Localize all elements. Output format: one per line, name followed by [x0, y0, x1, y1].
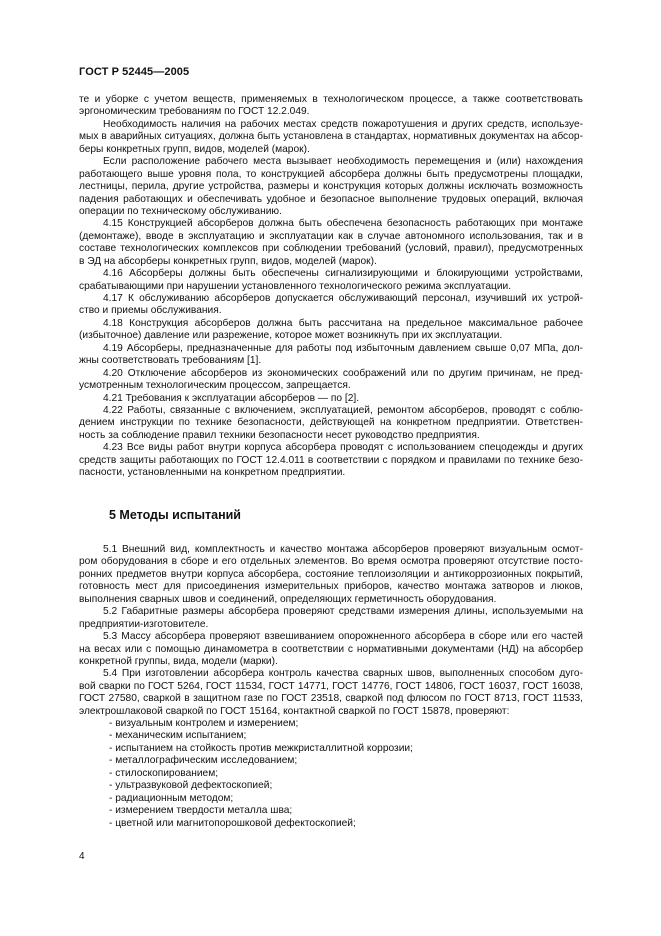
text-line: на весах или с помощью динамометра в соответствии с нормативными документами (НД) на абсорбер — [79, 643, 583, 655]
document-header: ГОСТ Р 52445—2005 — [79, 66, 190, 78]
text-block-section-5 — [79, 544, 583, 718]
text-line: 4.21 Требования к эксплуатации абсорберов — по [2]. — [103, 392, 360, 404]
list-item: - испытанием на стойкость против межкристаллитной коррозии; — [109, 742, 413, 754]
text-line: ГОСТ 27580, сваркой в защитном газе по ГОСТ 23518, сваркой под флюсом по ГОСТ 8713, ГОСТ 11533, — [79, 693, 583, 705]
text-line: ство и приемы обслуживания. — [79, 305, 222, 317]
text-line: эргономическим требованиям по ГОСТ 12.2.049. — [79, 106, 310, 118]
text-line: 4.17 К обслуживанию абсорберов допускается обслуживающий персонал, изучивший их устрой- — [103, 293, 583, 304]
text-line: выполнения сварных швов и соединений, определяющих герметичность оборудования. — [79, 593, 497, 605]
text-line: жны соответствовать требованиям [1]. — [79, 355, 262, 367]
text-line: ром оборудования в сборе и его отдельных элементов. Во время осмотра проверяют отсутствие посто- — [79, 556, 583, 568]
text-line: 4.15 Конструкцией абсорберов должна быть обеспечена безопасность работающих при монтаже — [103, 218, 583, 230]
text-line: падения работающих и обеспечивать удобное и безопасное выполнение трудовых операций, включая — [79, 193, 583, 205]
text-line: 5.1 Внешний вид, комплектность и качество монтажа абсорберов проверяют визуальным осмот- — [103, 544, 583, 555]
text-line: готовность мест для присоединения измерительных приборов, качество монтажа затворов и люков, — [79, 581, 583, 593]
test-methods-list — [109, 718, 579, 830]
text-line: вой сварки по ГОСТ 5264, ГОСТ 11534, ГОСТ 14771, ГОСТ 14776, ГОСТ 14806, ГОСТ 16037, ГОСТ 16038, — [79, 680, 583, 692]
text-line: пасности, установленными на конкретном предприятии. — [79, 467, 346, 479]
text-line: (демонтаже), вводе в эксплуатацию и эксплуатации как в случае автономного использования, так и в — [79, 230, 583, 242]
text-line: 4.23 Все виды работ внутри корпуса абсорбера проводят с использованием спецодежды и других — [103, 442, 583, 454]
text-line: ронних предметов внутри корпуса абсорбера, состояние теплоизоляции и антикоррозионных покрытий, — [79, 568, 583, 580]
text-line: работающего выше уровня пола, то конструкцией абсорбера должны быть предусмотрены площадки, — [79, 168, 583, 180]
list-item: - механическим испытанием; — [109, 730, 247, 742]
text-line: электрошлаковой сваркой по ГОСТ 15164, контактной сваркой по ГОСТ 15878, проверяют: — [79, 705, 510, 717]
text-line: Если расположение рабочего места вызывает необходимость перемещения и (или) нахождения — [103, 156, 583, 168]
text-line: составе технологических комплексов при соблюдении требований (условий, правил), предусмотренных — [79, 243, 583, 255]
text-line: (избыточное) давление или разрежение, которое может возникнуть при их эксплуатации. — [79, 330, 503, 342]
text-line: 5.4 При изготовлении абсорбера контроль качества сварных швов, выполненных способом дуго- — [103, 668, 583, 680]
text-line: операции по техническому обслуживанию. — [79, 205, 282, 217]
text-line: срабатывающими при нарушении установленного технологического режима эксплуатации. — [79, 280, 512, 292]
text-block-section-4 — [79, 94, 583, 480]
text-line: 5.2 Габаритные размеры абсорбера проверяют средствами измерения длины, используемыми на — [103, 606, 583, 618]
text-line: конкретной группы, вида, модели (марки). — [79, 655, 278, 667]
list-item: - измерением твердости металла шва; — [109, 805, 293, 817]
text-line: 4.18 Конструкция абсорберов должна быть рассчитана на предельное максимальное рабочее — [103, 317, 583, 329]
text-line: предприятии-изготовителе. — [79, 618, 209, 630]
list-item: - ультразвуковой дефектоскопией; — [109, 780, 273, 792]
text-line: мых в аварийных ситуациях, должна быть установлена в стандартах, нормативных документах на абсор- — [79, 131, 583, 143]
text-line: 4.22 Работы, связанные с включением, эксплуатацией, ремонтом абсорберов, проводят с соблю- — [103, 404, 583, 416]
section-heading: 5 Методы испытаний — [109, 508, 241, 522]
text-line: 4.20 Отключение абсорберов из экономических соображений или по другим причинам, не пред- — [103, 367, 583, 379]
list-item: - цветной или магнитопорошковой дефектоскопией; — [109, 817, 356, 829]
page-number: 4 — [79, 851, 85, 862]
list-item: - металлографическим исследованием; — [109, 755, 298, 767]
text-line: 5.3 Массу абсорбера проверяют взвешиванием опорожненного абсорбера в сборе или его частей — [103, 631, 583, 643]
list-item: - радиационным методом; — [109, 792, 234, 804]
text-line: ность за соблюдение правил техники безопасности несет руководство предприятия. — [79, 429, 480, 441]
text-line: лестницы, перила, другие устройства, размеры и конструкция которых должны исключать возможность — [79, 181, 583, 193]
list-item: - визуальным контролем и измерением; — [109, 718, 299, 729]
text-line: Необходимость наличия на рабочих местах средств пожаротушения и других средств, используе- — [103, 118, 583, 130]
text-line: 4.16 Абсорберы должны быть обеспечены сигнализирующими и блокирующими устройствами, — [103, 268, 583, 280]
text-line: 4.19 Абсорберы, предназначенные для работы под избыточным давлением свыше 0,07 МПа, дол- — [103, 342, 583, 354]
text-line: в ЭД на абсорберы конкретных групп, видов, моделей (марок). — [79, 255, 377, 267]
text-line: средств защиты работающих по ГОСТ 12.4.011 в соответствии с порядком и правилами по технике безо- — [79, 454, 583, 466]
text-line: усмотренным технологическим процессом, запрещается. — [79, 380, 351, 392]
list-item: - стилоскопированием; — [109, 767, 219, 779]
text-line: дением инструкции по технике безопасности, действующей на конкретном предприятии. Ответствен- — [79, 417, 583, 429]
text-line: беры конкретных групп, видов, моделей (марок). — [79, 143, 310, 155]
text-line: те и уборке с учетом веществ, применяемых в технологическом процессе, а также соответствовать — [79, 94, 583, 105]
